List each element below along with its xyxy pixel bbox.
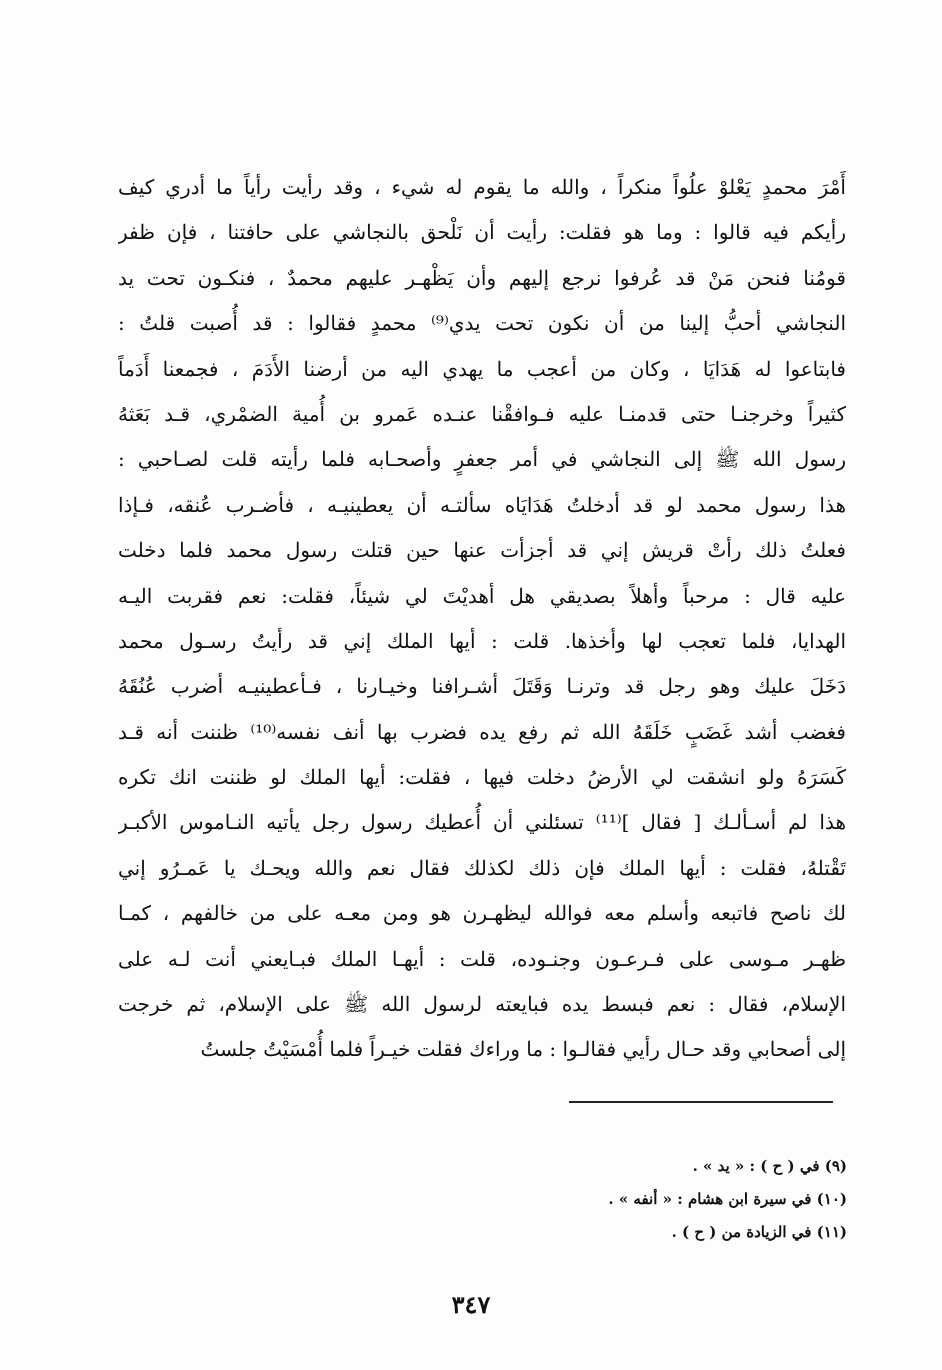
footnote-divider xyxy=(569,1101,833,1103)
text-line: عليه قال : مرحباً وأهلاً بصديقي هل أهديْتَ لي شيئاً، فقلت: نعم فقربت اليـه xyxy=(118,583,846,608)
page-number: ٣٤٧ xyxy=(451,1290,491,1319)
footnotes xyxy=(347,1150,847,1249)
text-line: كثيراً وخرجنـا حتى قدمنـا عليه فـوافقْنا عنـده عَمرو بن أُمية الضمْري، قـد بَعَثهُ xyxy=(118,401,846,426)
text-line: إلى أصحابي وقد حـال رأيي فقالـوا : ما وراءك فقلت خيـراً فلما أُمْسَيْتُ جلستُ xyxy=(200,1037,846,1062)
text-line: فابتاعوا له هَدَايَا ، وكان من أعجب ما يهدي اليه من أرضنا الأَدَمَ ، فجمعنا أَدَماً xyxy=(118,356,846,381)
text-line: كَسَرَهُ ولو انشقت لي الأرضُ دخلت فيها ، فقلت: أيها الملك لو ظننت انك تكره xyxy=(118,765,846,790)
text-line: هذا رسول محمد لو قد أدخلتُ هَدَايَاه سألتـه أن يعطينيـه ، فأضـرب عُنقه، فـإذا xyxy=(118,492,846,517)
text-line: هذا لم أسـألـك [ فقال ]⁽¹¹⁾ تسئلني أن أُعطيك رسول رجل يأتيه النـاموس الأكبـر xyxy=(118,810,846,835)
text-line: رأيكم فيه قالوا : وما هو فقلت: رأيت أن نَلْحق بالنجاشي على حافتنا ، فإن ظفر xyxy=(118,220,846,245)
text-line: أَمْرَ محمدٍ يَعْلوْ علُواً منكراً ، والله ما يقوم له شيء ، وقد رأيت رأياً ما أدري كيف xyxy=(118,175,846,199)
body-text xyxy=(118,165,846,1073)
text-line: تَقْتلهُ، فقلت : أيها الملك فإن ذلك لكذلك فقال نعم والله ويحـك يا عَمـرُو إني xyxy=(118,855,846,880)
text-line: رسول الله ﷺ إلى النجاشي في أمر جعفرٍ وأصحـابه فلما رأيته قلت لصـاحبي : xyxy=(118,447,846,472)
footnote: (٩) في ( ح ) : « يد » . xyxy=(692,1157,847,1175)
text-line: لك ناصح فاتبعه وأسلم معه فوالله ليظهـرن هو ومن معـه على من خالفهم ، كمـا xyxy=(118,901,846,926)
text-line: النجاشي أحبُّ إلينا من أن نكون تحت يدي⁽⁹⁾ محمدٍ فقالوا : قد أُصبت قلتُ : xyxy=(118,311,846,336)
text-line: دَخَلَ عليك وهو رجل قد وترنـا وَقَتَلَ أشـرافنا وخيـارنا ، فـأعطينيـه أضرب عُنُقَهُ xyxy=(118,674,846,699)
text-line: فعلتُ ذلك رأتْ قريش إني قد أجزأت عنها حين قتلت رسول محمد فلما دخلت xyxy=(118,538,846,563)
footnote: (١٠) في سيرة ابن هشام : « أنفه » . xyxy=(608,1190,847,1208)
text-line: فغضب أشد غَضَبٍ خَلَقَهُ الله ثم رفع يده فضرب بها أنف نفسه⁽¹⁰⁾ ظننت أنه قـد xyxy=(118,719,846,744)
footnote: (١١) في الزيادة من ( ح ) . xyxy=(671,1223,847,1241)
text-line: الإسلام، فقال : نعم فبسط يده فبايعته لرسول الله ﷺ على الإسلام، ثم خرجت xyxy=(118,992,846,1017)
text-line: الهدايا، فلما تعجب لها وأخذها. قلت : أيها الملك إني قد رأيتُ رسـول محمد xyxy=(118,628,846,653)
text-line: قومُنا فنحن مَنْ قد عُرفوا نرجع إليهم وأن يَظْهـر عليهم محمدٌ ، فنكـون تحت يد xyxy=(118,265,846,290)
text-line: ظهـر مـوسى على فـرعـون وجنـوده، قلت : أيهـا الملك فبـايعني أنت لـه على xyxy=(118,946,846,971)
